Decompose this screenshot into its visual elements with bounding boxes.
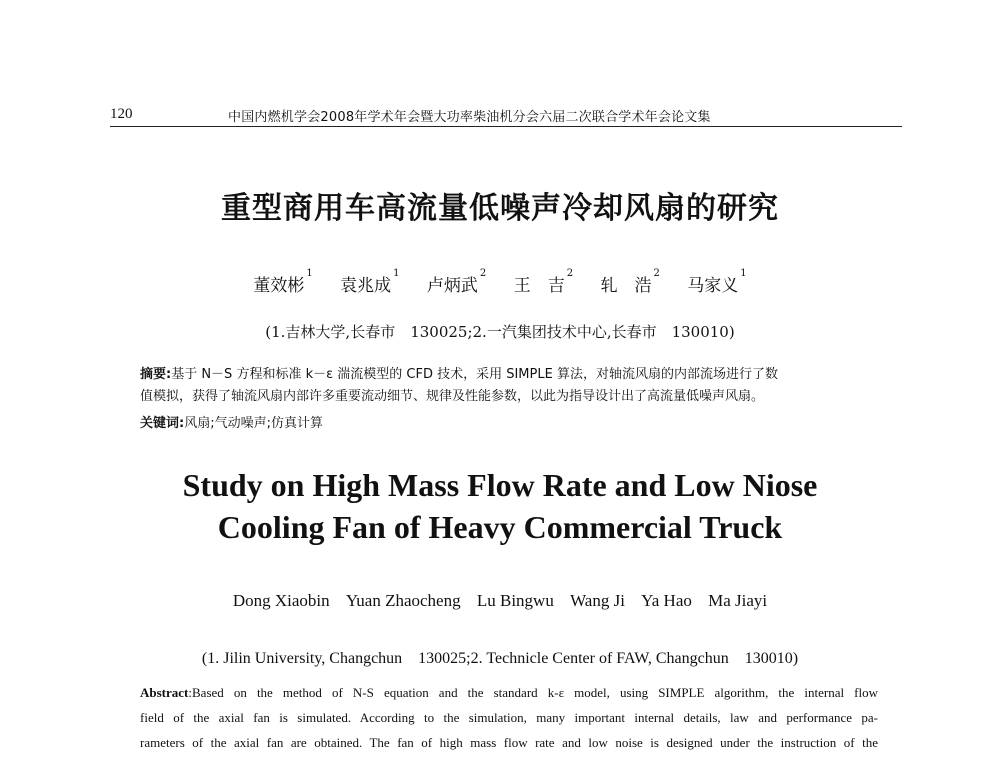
english-author: Yuan Zhaocheng [345,591,461,610]
english-author: Ma Jiayi [708,591,768,610]
running-head-text: 中国内燃机学会2008年学术年会暨大功率柴油机分会六届二次联合学术年会论文集 [228,110,711,125]
chinese-abstract [140,364,878,408]
chinese-keywords-label: 关键词: [140,416,185,431]
running-header [110,104,902,127]
chinese-author: 卢炳武$^2$ [426,268,487,296]
english-abstract-label: Abstract [140,685,189,700]
english-abstract-line: Abstract:Based on the method of N-S equation and the standard k-ε model, using SIMPLE algorithm, the internal flow [140,685,878,700]
english-title-line: Study on High Mass Flow Rate and Low Niose [182,467,818,503]
english-author: Ya Hao [641,591,692,610]
english-author: Dong Xiaobin [232,591,330,610]
chinese-author: 袁兆成$^1$ [340,268,400,296]
english-title-line: Cooling Fan of Heavy Commercial Truck [217,509,783,545]
english-title [0,464,1000,548]
english-abstract [140,680,878,755]
chinese-author: 轧 浩$^2$ [600,268,660,296]
chinese-title: 重型商用车高流量低噪声冷却风扇的研究 [221,191,779,226]
chinese-keywords-text: 风扇;气动噪声;仿真计算 [184,416,323,431]
chinese-author: 马家义$^1$ [687,268,747,296]
chinese-author-list [0,268,1000,296]
english-abstract-line: field of the axial fan is simulated. According to the simulation, many important internal details, law and performance pa- [140,710,878,725]
english-abstract-line: rameters of the axial fan are obtained. The fan of high mass flow rate and low noise is designed under the instruction of the [140,735,878,750]
chinese-keywords [140,412,878,431]
chinese-abstract-line: 摘要:基于 N－S 方程和标准 k－ε 湍流模型的 CFD 技术，采用 SIMPLE 算法，对轴流风扇的内部流场进行了数 [140,367,778,382]
chinese-affiliation: (1.吉林大学,长春市 130025;2.一汽集团技术中心,长春市 130010) [265,323,735,341]
english-author: Wang Ji [570,591,625,610]
english-author: Lu Bingwu [476,591,554,610]
chinese-abstract-label: 摘要: [140,367,172,382]
chinese-author: 董效彬$^1$ [253,268,313,296]
page-number: 120 [110,106,133,122]
english-author-list [0,591,1000,611]
english-affiliation: (1. Jilin University, Changchun 130025;2. Technicle Center of FAW, Changchun 130010) [201,650,799,667]
chinese-abstract-line: 值模拟，获得了轴流风扇内部许多重要流动细节、规律及性能参数，以此为指导设计出了高流量低噪声风扇。 [140,389,765,404]
chinese-author: 王 吉$^2$ [513,268,574,296]
